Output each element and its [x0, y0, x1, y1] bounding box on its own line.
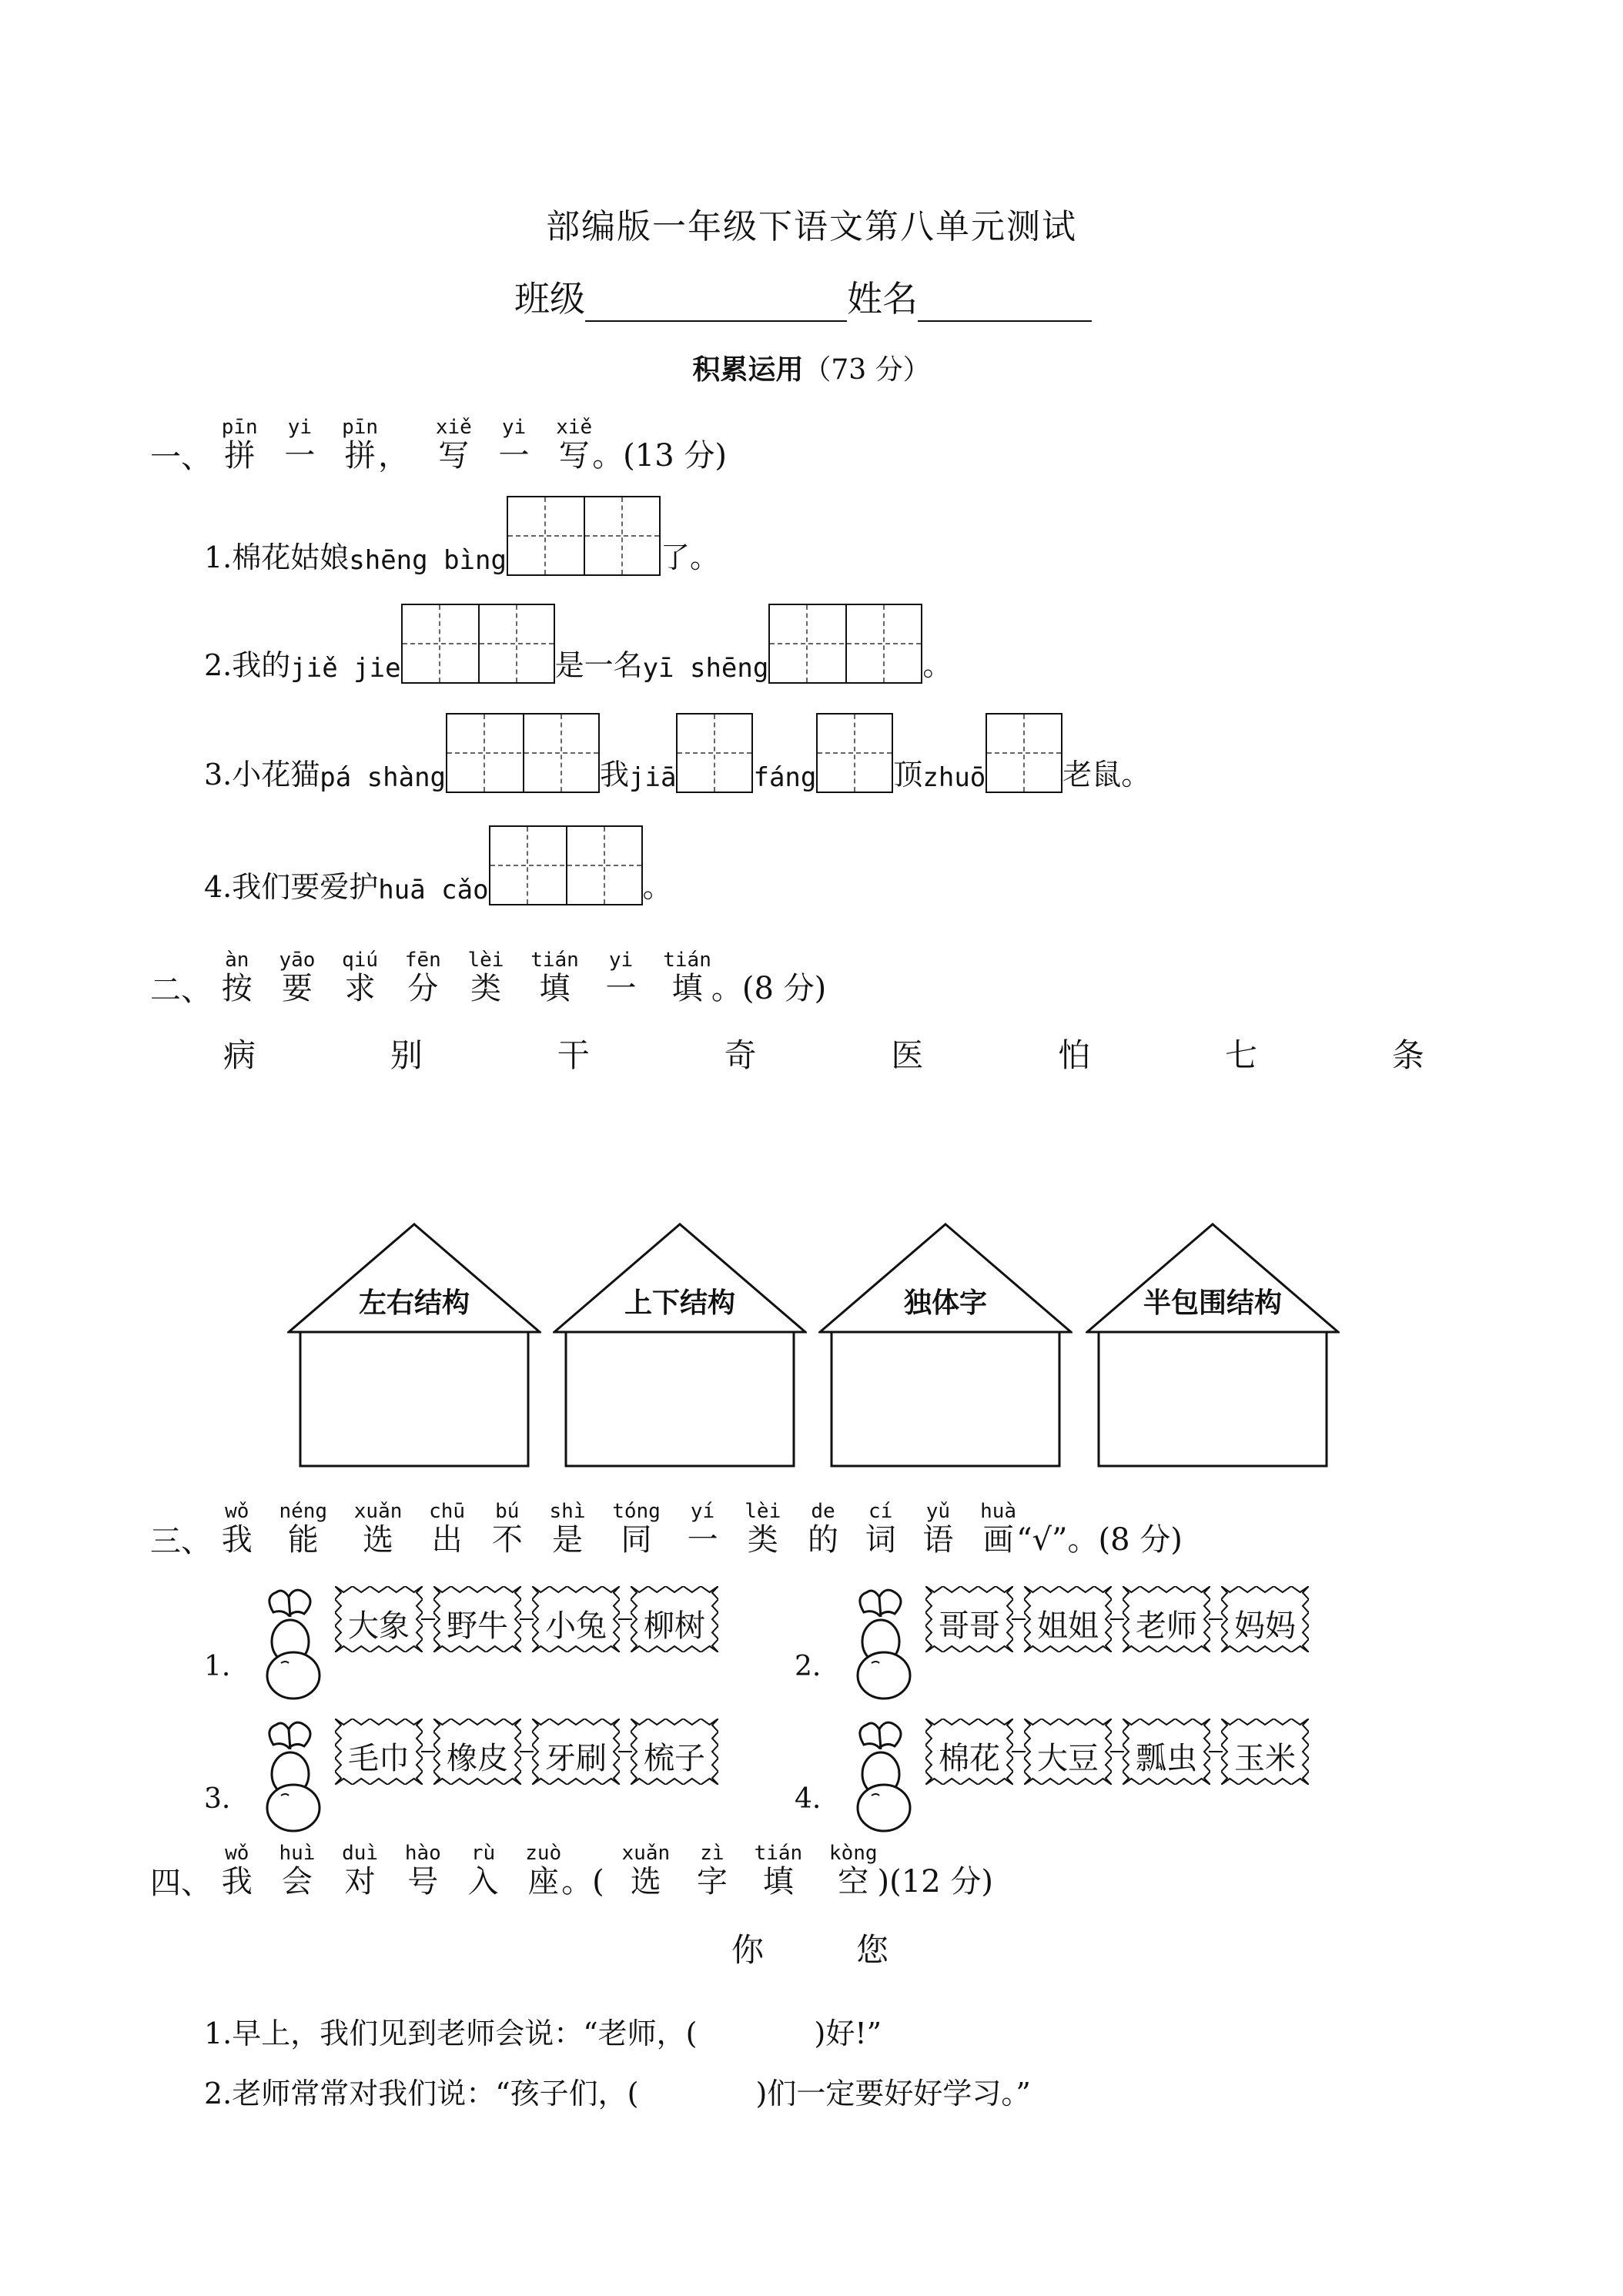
word-option[interactable] [631, 1586, 718, 1652]
class-name-row [514, 271, 1092, 322]
char-item: 别 [390, 1036, 423, 1074]
word-text: 姐姐 [1037, 1608, 1099, 1644]
group-number: 4. [795, 1783, 822, 1815]
word-text: 小兔 [545, 1608, 607, 1644]
char-item: 怕 [1058, 1036, 1091, 1074]
word-text: 野牛 [447, 1608, 508, 1644]
q4-heading: 四、 wǒ 我 huì 会 duì 对 hào 号 rù 入 zuò 座 。( xuǎn 选 zì 字 tián 填 kòng 空 )(12 分) [150, 1842, 993, 1901]
character-list [223, 1030, 1424, 1076]
char-item: 病 [223, 1036, 256, 1074]
name-blank[interactable] [918, 283, 1092, 322]
word-option[interactable] [1024, 1586, 1112, 1652]
class-blank[interactable] [585, 283, 847, 322]
word-option[interactable] [925, 1586, 1013, 1652]
word-option[interactable] [532, 1586, 620, 1652]
gourd-icon [250, 1586, 327, 1705]
q3-heading: 三、 wǒ 我 néng 能 xuǎn 选 chū 出 bú 不 shì 是 tóng 同 yí 一 lèi 类 de 的 cí 词 yǔ 语 huà 画 “√”。(8 分) [150, 1500, 1183, 1559]
group-number: 2. [795, 1651, 822, 1682]
word-option[interactable] [925, 1719, 1013, 1785]
word-option[interactable] [433, 1719, 521, 1785]
word-text: 柳树 [644, 1608, 705, 1644]
tianzige-box[interactable] [816, 713, 893, 793]
word-text: 毛巾 [348, 1741, 410, 1776]
word-text: 老师 [1136, 1608, 1197, 1644]
name-label: 姓名 [847, 278, 918, 320]
tianzige-box[interactable] [768, 604, 922, 684]
word-text: 妈妈 [1234, 1608, 1296, 1644]
word-option[interactable] [335, 1586, 423, 1652]
word-option[interactable] [433, 1586, 521, 1652]
word-text: 哥哥 [939, 1608, 1000, 1644]
tianzige-box[interactable] [507, 496, 661, 576]
gourd-icon [841, 1586, 918, 1705]
q4-sentence-2: 2.老师常常对我们说：“孩子们，( )们一定要好好学习。” [204, 2077, 1031, 2110]
word-option[interactable] [1221, 1719, 1309, 1785]
class-label: 班级 [514, 278, 585, 320]
q1-item-2: 2.我的jiě jie 是一名yī shēng 。 [204, 604, 952, 684]
group-number: 3. [204, 1783, 231, 1815]
q2-heading: 二、 àn 按 yāo 要 qiú 求 fēn 分 lèi 类 tián 填 yi 一 tián 填 。(8 分) [150, 949, 827, 1008]
word-text: 瓢虫 [1136, 1741, 1197, 1776]
word-text: 牙刷 [545, 1741, 607, 1776]
word-text: 大象 [348, 1608, 410, 1644]
word-text: 棉花 [939, 1741, 1000, 1776]
house-left-right[interactable]: 左右结构 [287, 1223, 541, 1469]
char-item: 七 [1225, 1036, 1258, 1074]
section-title: 积累运用（73 分） [692, 354, 931, 386]
tianzige-box[interactable] [676, 713, 753, 793]
word-option[interactable] [1024, 1719, 1112, 1785]
tianzige-box[interactable] [401, 604, 555, 684]
word-text: 玉米 [1234, 1741, 1296, 1776]
q4-sentence-1: 1.早上，我们见到老师会说：“老师，( )好!” [204, 2017, 882, 2050]
word-choices [731, 1925, 981, 1971]
char-item: 奇 [724, 1036, 757, 1074]
word-option[interactable] [532, 1719, 620, 1785]
house-half-enclosed[interactable]: 半包围结构 [1086, 1223, 1340, 1469]
tianzige-box[interactable] [489, 825, 643, 905]
char-item: 干 [557, 1036, 590, 1074]
char-item: 医 [891, 1036, 924, 1074]
tianzige-box[interactable] [446, 713, 600, 793]
house-top-bottom[interactable]: 上下结构 [553, 1223, 807, 1469]
tianzige-box[interactable] [986, 713, 1062, 793]
word-option[interactable] [631, 1719, 718, 1785]
choice-ni: 你 [731, 1931, 765, 1969]
word-option[interactable] [1123, 1586, 1210, 1652]
word-option[interactable] [1221, 1586, 1309, 1652]
word-option[interactable] [1123, 1719, 1210, 1785]
word-text: 梳子 [644, 1741, 705, 1776]
word-text: 大豆 [1037, 1741, 1099, 1776]
word-option[interactable] [335, 1719, 423, 1785]
house-single[interactable]: 独体字 [818, 1223, 1073, 1469]
char-item: 条 [1391, 1036, 1424, 1074]
word-text: 橡皮 [447, 1741, 508, 1776]
q1-item-4: 4.我们要爱护huā cǎo 。 [204, 825, 672, 905]
gourd-icon [841, 1719, 918, 1837]
page-title: 部编版一年级下语文第八单元测试 [546, 207, 1077, 246]
q1-item-1: 1.棉花姑娘shēng bìng 了。 [204, 496, 719, 576]
q1-heading: 一、 pīn 拼 yi 一 pīn 拼 ， xiě 写 yi 一 xiě 写 。(13 分) [150, 416, 728, 475]
choice-nin: 您 [856, 1931, 889, 1969]
group-number: 1. [204, 1651, 231, 1682]
q1-item-3: 3.小花猫pá shàng 我jiā fáng 顶zhuō 老鼠。 [204, 713, 1150, 793]
gourd-icon [250, 1719, 327, 1837]
